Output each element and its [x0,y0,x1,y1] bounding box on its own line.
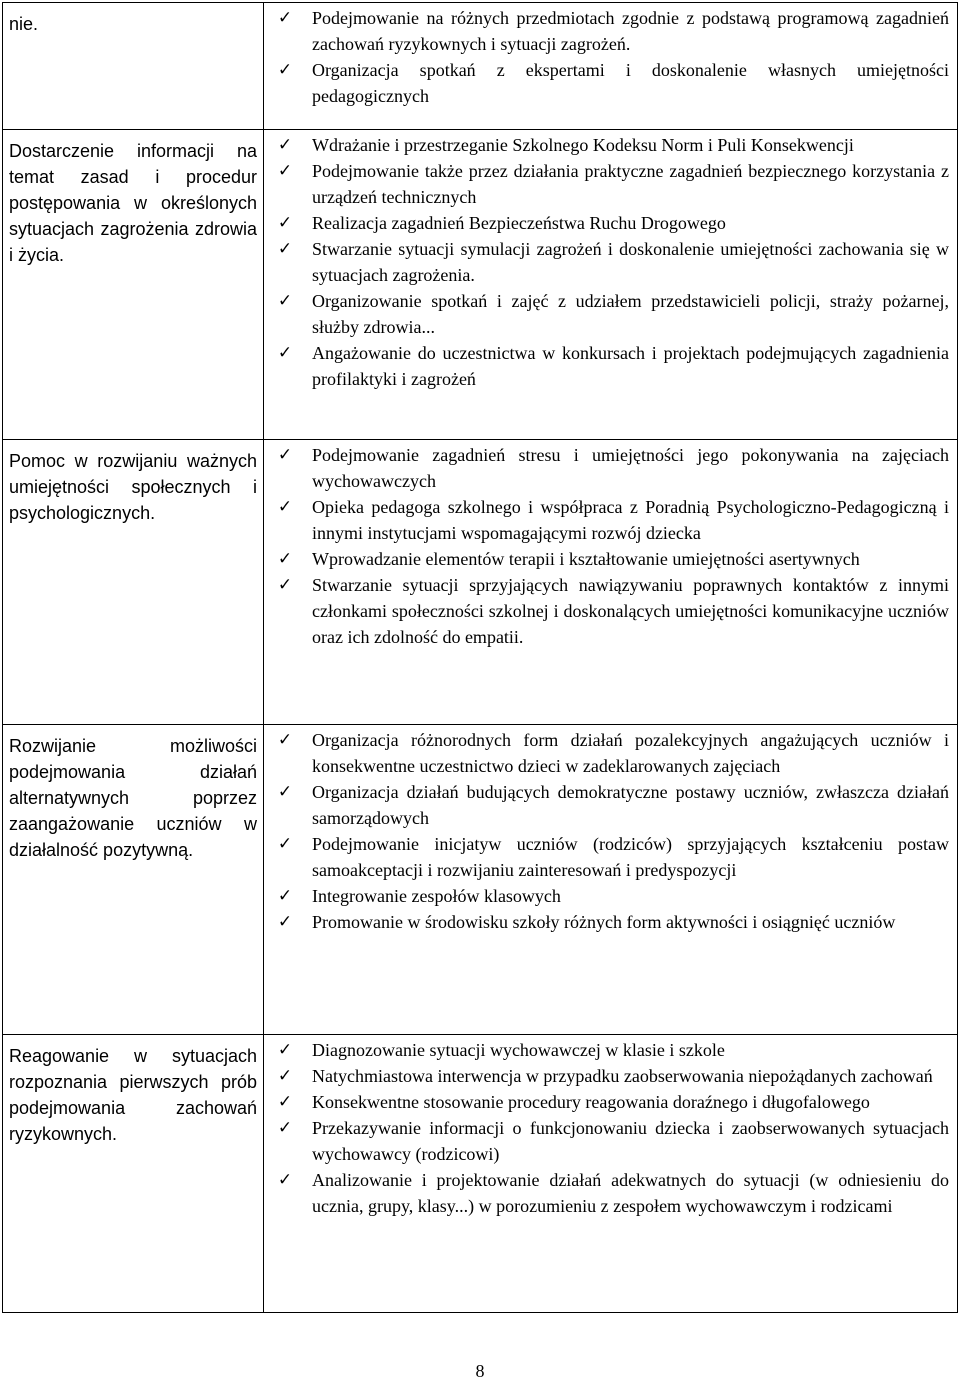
list-item-text: Wprowadzanie elementów terapii i kształtowanie umiejętności asertywnych [312,549,860,569]
checkmark-icon: ✓ [277,575,293,595]
list-item-text: Organizacja działań budujących demokratyczne postawy uczniów, zwłaszcza działań samorządowych [312,782,949,828]
checkmark-icon: ✓ [277,60,293,80]
list-item [270,1037,949,1063]
list-item [270,57,949,109]
checkmark-icon: ✓ [277,213,293,233]
checkmark-icon: ✓ [277,445,293,465]
tasks-cell [264,3,958,130]
list-item-text: Podejmowanie inicjatyw uczniów (rodziców) sprzyjających kształceniu postaw samoakceptacji i rozwijaniu zainteresowań i predyspozycji [312,834,949,880]
list-item [270,1063,949,1089]
list-item [270,5,949,57]
checkmark-icon: ✓ [277,1170,293,1190]
table-row [3,130,958,440]
list-item [270,158,949,210]
checkmark-icon: ✓ [277,1118,293,1138]
task-list [270,5,949,109]
table-row [3,3,958,130]
checkmark-icon: ✓ [277,782,293,802]
checkmark-icon: ✓ [277,161,293,181]
checkmark-icon: ✓ [277,1066,293,1086]
list-item-text: Podejmowanie także przez działania praktyczne zagadnień bezpiecznego korzystania z urządzeń technicznych [312,161,949,207]
page-number: 8 [475,1361,485,1381]
checkmark-icon: ✓ [277,8,293,28]
list-item-text: Podejmowanie na różnych przedmiotach zgodnie z podstawą programową zagadnień zachowań ryzykownych i sytuacji zagrożeń. [312,8,949,54]
list-item-text: Konsekwentne stosowanie procedury reagowania doraźnego i długofalowego [312,1092,870,1112]
list-item [270,909,949,935]
list-item [270,1115,949,1167]
list-item-text: Angażowanie do uczestnictwa w konkursach i projektach podejmujących zagadnienia profilaktyki i zagrożeń [312,343,949,389]
checkmark-icon: ✓ [277,1092,293,1112]
checkmark-icon: ✓ [277,730,293,750]
checkmark-icon: ✓ [277,912,293,932]
goal-cell: nie. [3,3,264,130]
list-item-text: Organizowanie spotkań i zajęć z udziałem przedstawicieli policji, straży pożarnej, służby zdrowia... [312,291,949,337]
list-item [270,779,949,831]
task-list [270,727,949,935]
list-item [270,1167,949,1219]
table-row [3,725,958,1035]
task-list [270,132,949,392]
checkmark-icon: ✓ [277,834,293,854]
list-item [270,883,949,909]
tasks-cell [264,440,958,725]
list-item [270,288,949,340]
list-item-text: Stwarzanie sytuacji sprzyjających nawiązywaniu poprawnych kontaktów z innymi członkami społeczności szkolnej i doskonalących umiejętności komunikacyjne uczniów oraz ich zdolność do empatii. [312,575,949,647]
list-item-text: Organizacja spotkań z ekspertami i doskonalenie własnych umiejętności pedagogicznych [312,60,949,106]
list-item [270,546,949,572]
goal-cell: Rozwijanie możliwości podejmowania działań alternatywnych poprzez zaangażowanie uczniów w działalność pozytywną. [3,725,264,1035]
list-item-text: Realizacja zagadnień Bezpieczeństwa Ruchu Drogowego [312,213,726,233]
tasks-cell [264,725,958,1035]
list-item [270,494,949,546]
list-item-text: Natychmiastowa interwencja w przypadku zaobserwowania niepożądanych zachowań [312,1066,933,1086]
list-item [270,340,949,392]
table-row [3,440,958,725]
table-row [3,1035,958,1313]
checkmark-icon: ✓ [277,497,293,517]
tasks-cell [264,1035,958,1313]
task-list [270,442,949,650]
list-item [270,210,949,236]
list-item-text: Podejmowanie zagadnień stresu i umiejętności jego pokonywania na zajęciach wychowawczych [312,445,949,491]
list-item-text: Stwarzanie sytuacji symulacji zagrożeń i doskonalenie umiejętności zachowania się w sytuacjach zagrożenia. [312,239,949,285]
list-item-text: Wdrażanie i przestrzeganie Szkolnego Kodeksu Norm i Puli Konsekwencji [312,135,854,155]
list-item-text: Przekazywanie informacji o funkcjonowaniu dziecka i zaobserwowanych sytuacjach wychowawcy (rodzicowi) [312,1118,949,1164]
checkmark-icon: ✓ [277,1040,293,1060]
checkmark-icon: ✓ [277,549,293,569]
checkmark-icon: ✓ [277,239,293,259]
list-item-text: Diagnozowanie sytuacji wychowawczej w klasie i szkole [312,1040,725,1060]
list-item [270,831,949,883]
checkmark-icon: ✓ [277,886,293,906]
list-item-text: Integrowanie zespołów klasowych [312,886,561,906]
checkmark-icon: ✓ [277,135,293,155]
program-table [2,2,958,1313]
list-item [270,132,949,158]
task-list [270,1037,949,1219]
checkmark-icon: ✓ [277,343,293,363]
list-item-text: Promowanie w środowisku szkoły różnych form aktywności i osiągnięć uczniów [312,912,896,932]
tasks-cell [264,130,958,440]
list-item [270,1089,949,1115]
list-item-text: Opieka pedagoga szkolnego i współpraca z Poradnią Psychologiczno-Pedagogiczną i innymi instytucjami wspomagającymi rozwój dziecka [312,497,949,543]
list-item [270,442,949,494]
checkmark-icon: ✓ [277,291,293,311]
list-item [270,236,949,288]
list-item-text: Analizowanie i projektowanie działań adekwatnych do sytuacji (w odniesieniu do ucznia, grupy, klasy...) w porozumieniu z zespołem wychowawczym i rodzicami [312,1170,949,1216]
goal-cell: Dostarczenie informacji na temat zasad i procedur postępowania w określonych sytuacjach zagrożenia zdrowia i życia. [3,130,264,440]
list-item [270,572,949,650]
list-item [270,727,949,779]
goal-cell: Pomoc w rozwijaniu ważnych umiejętności społecznych i psychologicznych. [3,440,264,725]
list-item-text: Organizacja różnorodnych form działań pozalekcyjnych angażujących uczniów i konsekwentne uczestnictwo dzieci w zadeklarowanych zajęciach [312,730,949,776]
goal-cell: Reagowanie w sytuacjach rozpoznania pierwszych prób podejmowania zachowań ryzykownych. [3,1035,264,1313]
